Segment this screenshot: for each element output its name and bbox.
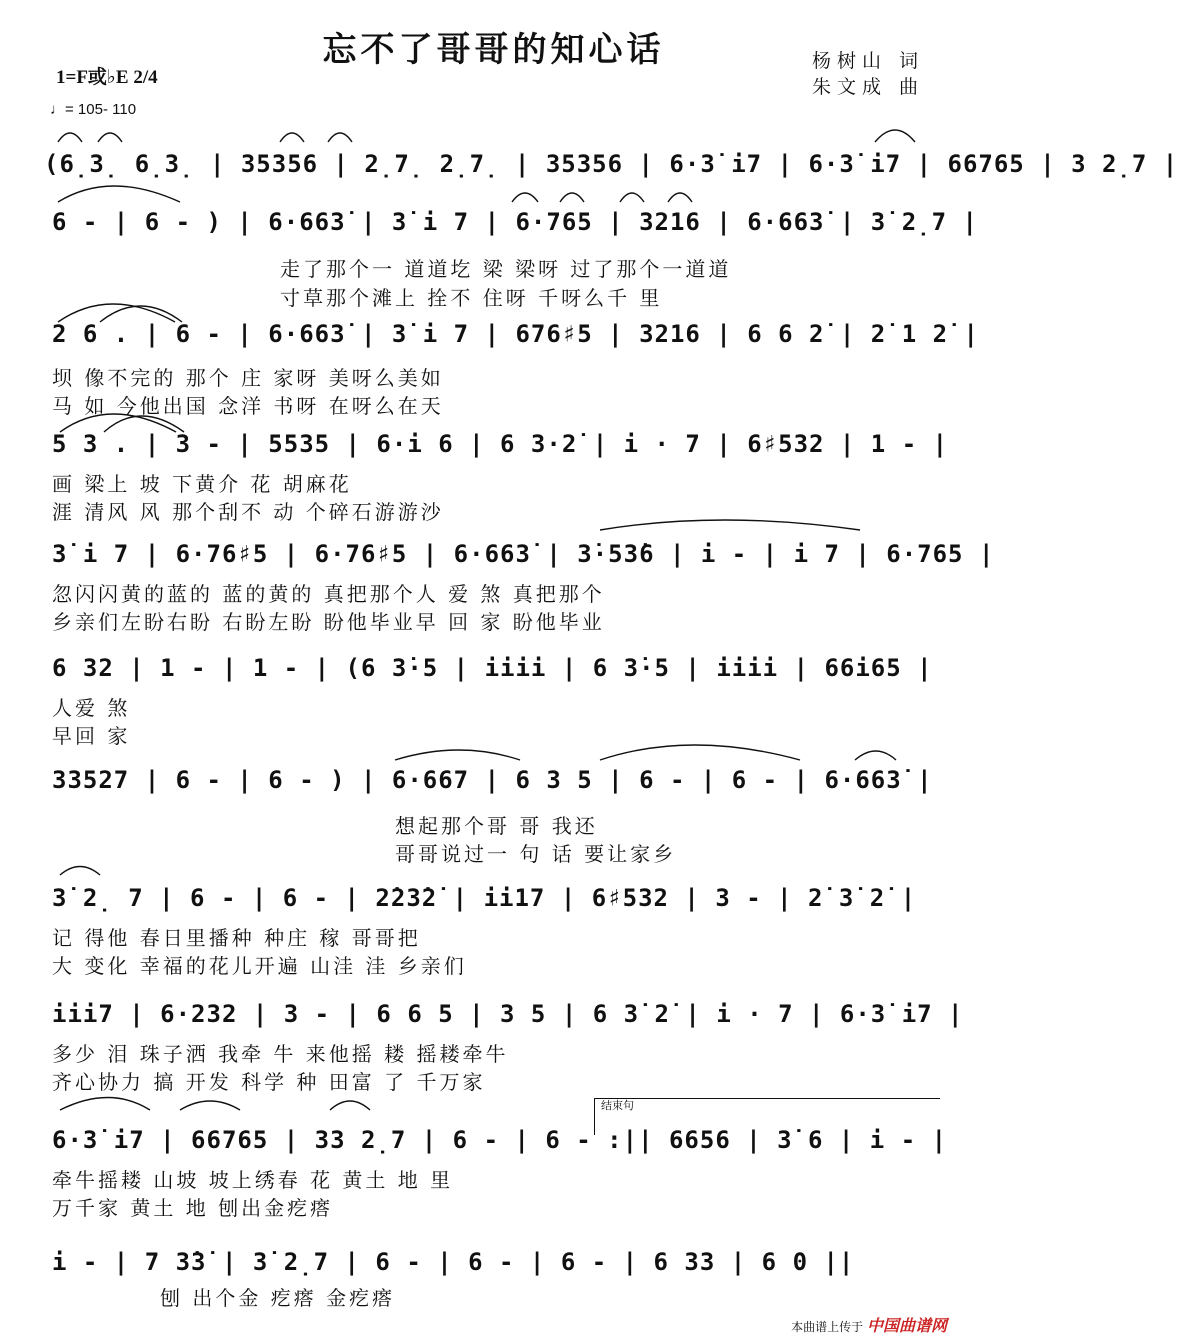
row-5-notes: 3̇ i 7 | 6·76♯5 | 6·76♯5 | 6·663̇ | 3̇·53̇6 | i - | i 7 | 6·765 | bbox=[52, 540, 995, 568]
key-signature: 1=F或♭E 2/4 bbox=[56, 67, 158, 88]
row-5-lyrics-2: 乡亲们左盼右盼 右盼左盼 盼他毕业早 回 家 盼他毕业 bbox=[52, 610, 605, 634]
row-5-lyrics-1: 忽闪闪黄的蓝的 蓝的黄的 真把那个人 爱 煞 真把那个 bbox=[52, 582, 605, 606]
row-8-notes: 3̇ 2̣ 7 | 6 - | 6 - | 2̇23̇2̇ | ii17 | 6♯532 | 3 - | 2̇ 3̇ 2̇ | bbox=[52, 884, 917, 912]
row-9-notes: iii7 | 6·232 | 3 - | 6 6 5 | 3 5 | 6 3̇ 2̇ | i · 7 | 6·3̇ i7 | bbox=[52, 1000, 964, 1028]
row-6-lyrics-2: 早回 家 bbox=[52, 724, 131, 748]
row-1-notes: (6̣3̣ 6̣3̣ | 35356 | 2̣7̣ 2̣7̣ | 35356 | 6·3̇ i7 | 6·3̇ i7 | 66765 | 3 2̣7 | bbox=[44, 150, 1178, 178]
row-7-lyrics-1: 想起那个哥 哥 我还 bbox=[395, 814, 598, 838]
row-6-lyrics-1: 人爱 煞 bbox=[52, 696, 131, 720]
row-11-notes: i - | 7 3̇3̇ | 3̇ 2̣7 | 6 - | 6 - | 6 - | 6 33 | 6 0 || bbox=[52, 1248, 855, 1276]
ending-label: 结束句 bbox=[601, 1099, 634, 1112]
footer-prefix: 本曲谱上传于 bbox=[791, 1320, 864, 1334]
row-3-lyrics-1: 坝 像不完的 那个 庄 家呀 美呀么美如 bbox=[52, 366, 444, 390]
row-7-lyrics-2: 哥哥说过一 句 话 要让家乡 bbox=[395, 842, 677, 866]
row-7-notes: 33527 | 6 - | 6 - ) | 6·667 | 6 3 5 | 6 - | 6 - | 6·663̇ | bbox=[52, 766, 933, 794]
row-2-lyrics-1: 走了那个一 道道圪 梁 梁呀 过了那个一道道 bbox=[280, 257, 732, 281]
row-8-lyrics-1: 记 得他 春日里播种 种庄 稼 哥哥把 bbox=[52, 926, 421, 950]
row-10-lyrics-2: 万千家 黄土 地 刨出金疙瘩 bbox=[52, 1196, 334, 1220]
tempo-marking: ♩= 105- 110 bbox=[50, 101, 137, 118]
row-10-notes: 6·3̇ i7 | 66765 | 33 2̣7 | 6 - | 6 - :|| 6656 | 3̇ 6 | i - | bbox=[52, 1126, 948, 1154]
row-4-lyrics-2: 涯 清风 风 那个刮不 动 个碎石游游沙 bbox=[52, 500, 444, 524]
lyricist-credit: 杨树山 词 bbox=[812, 50, 925, 72]
row-3-notes: 2 6 . | 6 - | 6·663̇ | 3̇ i 7 | 676♯5 | 3216 | 6 6 2̇ | 2̇ 1 2̇ | bbox=[52, 320, 979, 348]
row-3-lyrics-2: 马 如 今他出国 念洋 书呀 在呀么在天 bbox=[52, 394, 444, 418]
site-logo: 中国曲谱网 bbox=[866, 1316, 947, 1335]
row-2-notes: 6 - | 6 - ) | 6·663̇ | 3̇ i 7 | 6·765 | 3216 | 6·663̇ | 3̇ 2̣7 | bbox=[52, 208, 978, 236]
row-4-lyrics-1: 画 梁上 坡 下黄介 花 胡麻花 bbox=[52, 472, 352, 496]
composer-credit: 朱文成 曲 bbox=[812, 76, 925, 98]
footer-credit bbox=[791, 1313, 947, 1336]
row-11-lyrics-1: 刨 出个金 疙瘩 金疙瘩 bbox=[160, 1286, 396, 1310]
row-2-lyrics-2: 寸草那个滩上 拴不 住呀 千呀么千 里 bbox=[280, 286, 663, 310]
row-8-lyrics-2: 大 变化 幸福的花儿开遍 山洼 洼 乡亲们 bbox=[52, 954, 467, 978]
row-10-lyrics-1: 牵牛摇耧 山坡 坡上绣春 花 黄土 地 里 bbox=[52, 1168, 454, 1192]
row-9-lyrics-2: 齐心协力 搞 开发 科学 种 田富 了 千万家 bbox=[52, 1070, 486, 1094]
row-6-notes: 6 32 | 1 - | 1 - | (6 3̇·5 | iiii | 6 3̇·5 | iiii | 66i65 | bbox=[52, 654, 933, 682]
row-4-notes: 5 3 . | 3 - | 5535 | 6·i 6 | 6 3·2̇ | i · 7 | 6♯532 | 1 - | bbox=[52, 430, 949, 458]
row-9-lyrics-1: 多少 泪 珠子洒 我牵 牛 来他摇 耧 摇耧牵牛 bbox=[52, 1042, 509, 1066]
page-title: 忘不了哥哥的知心话 bbox=[322, 30, 665, 70]
